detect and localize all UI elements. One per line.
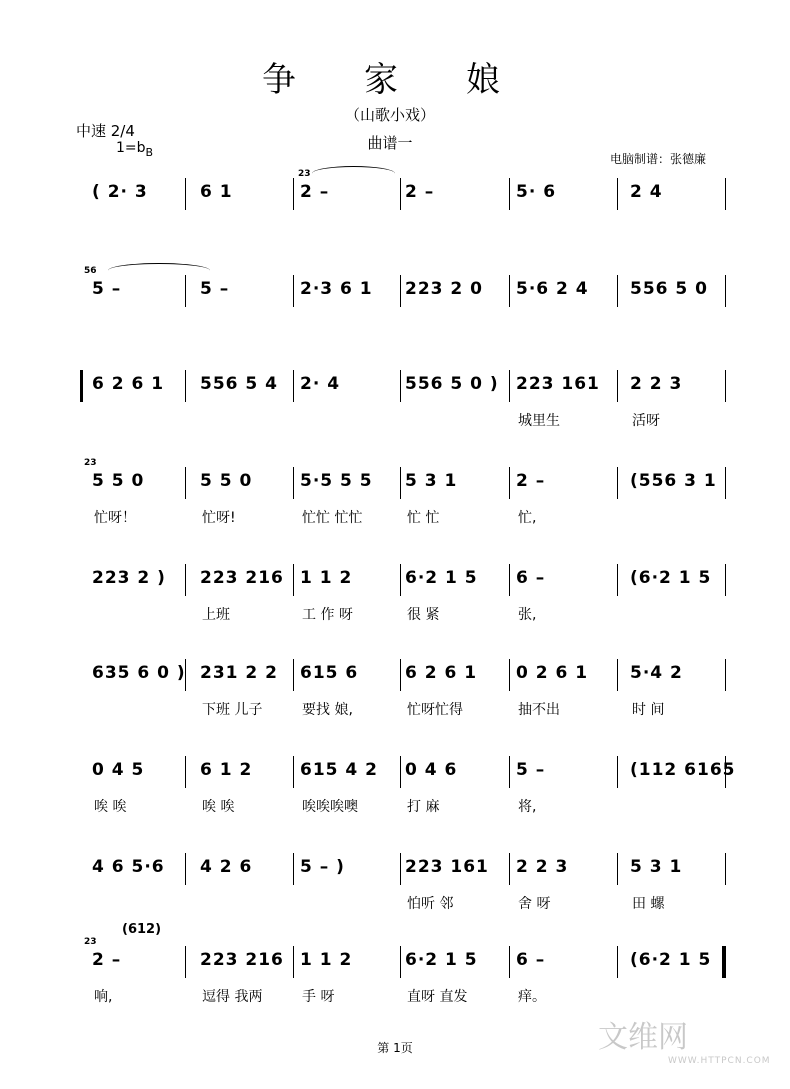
barline (400, 564, 401, 596)
credit-line: 电脑制谱：张德廉 (610, 152, 707, 166)
lyric-text: 田 螺 (632, 896, 665, 912)
notation-system (0, 756, 790, 826)
key-signature (116, 140, 153, 159)
barline (617, 564, 618, 596)
grace-note: 23 (298, 169, 311, 179)
measure-notes: 223 161 (516, 374, 600, 394)
lyric-text: 唉唉唉噢 (302, 799, 358, 815)
tempo-marking: 中速 2/4 (76, 122, 135, 140)
measure-notes: 2 2 3 (630, 374, 683, 394)
measure-notes: (556 3 1 (630, 471, 717, 491)
lyric-text: 逗得 我两 (202, 989, 263, 1005)
barline (617, 659, 618, 691)
barline (400, 946, 401, 978)
lyric-text: 将, (518, 799, 537, 815)
barline (725, 370, 726, 402)
repeat-barline (80, 370, 83, 402)
measure-notes: 2· 4 (300, 374, 341, 394)
lyric-text: 活呀 (632, 413, 660, 429)
barline (400, 275, 401, 307)
measure-notes: 6 2 6 1 (92, 374, 165, 394)
lyric-text: 响, (94, 989, 113, 1005)
lyric-text: 忙呀！ (94, 510, 136, 526)
lyric-text: 很 紧 (407, 607, 440, 623)
lyric-text: 怕听 邻 (407, 896, 454, 912)
measure-notes: 6·2 1 5 (405, 950, 478, 970)
lyric-text: 唉 唉 (202, 799, 235, 815)
measure-notes: 231 2 2 (200, 663, 278, 683)
barline (617, 946, 618, 978)
barline (293, 275, 294, 307)
barline (725, 178, 726, 210)
barline (725, 564, 726, 596)
measure-notes: 635 6 0 ) (92, 663, 186, 683)
lyric-text: 唉 唉 (94, 799, 127, 815)
notation-system (0, 169, 790, 248)
measure-notes: 5 3 1 (405, 471, 458, 491)
lyric-text: 下班 儿子 (202, 702, 263, 718)
lyric-text: 时 间 (632, 702, 665, 718)
barline (509, 659, 510, 691)
barline (185, 946, 186, 978)
barline (725, 275, 726, 307)
measure-notes: 5·6 2 4 (516, 279, 589, 299)
lyric-text: 抽不出 (518, 702, 560, 718)
barline (400, 370, 401, 402)
barline (617, 467, 618, 499)
barline (509, 275, 510, 307)
measure-notes: 0 2 6 1 (516, 663, 589, 683)
barline (293, 370, 294, 402)
measure-notes: 5 – (516, 760, 546, 780)
key-note: B (145, 145, 154, 159)
lyric-text: 直呀 直发 (407, 989, 468, 1005)
final-barline (722, 946, 725, 978)
barline (400, 467, 401, 499)
measure-notes: 2 – (405, 182, 435, 202)
measure-notes: 2 2 3 (516, 857, 569, 877)
notation-system (0, 853, 790, 923)
barline (293, 946, 294, 978)
barline (293, 467, 294, 499)
watermark-logo: 文维网 (598, 1020, 688, 1055)
measure-notes: 2·3 6 1 (300, 279, 373, 299)
barline (293, 178, 294, 210)
measure-notes: 2 4 (630, 182, 663, 202)
barline (293, 853, 294, 885)
measure-notes: ( 2· 3 (92, 182, 148, 202)
measure-notes: 2 – (92, 950, 122, 970)
key-prefix: 1=b (116, 140, 146, 156)
measure-notes: 5 5 0 (92, 471, 145, 491)
measure-notes: 615 6 (300, 663, 359, 683)
measure-notes: 4 6 5·6 (92, 857, 165, 877)
lyric-text: 忙, (518, 510, 537, 526)
barline (400, 659, 401, 691)
measure-notes: 0 4 5 (92, 760, 145, 780)
measure-notes: 5 – (200, 279, 230, 299)
barline (509, 370, 510, 402)
barline (725, 659, 726, 691)
lyric-text: 城里生 (518, 413, 560, 429)
measure-notes: 6 2 6 1 (405, 663, 478, 683)
measure-notes: 6 – (516, 568, 546, 588)
barline (400, 178, 401, 210)
barline (725, 853, 726, 885)
barline (509, 564, 510, 596)
measure-notes: 615 4 2 (300, 760, 378, 780)
barline (617, 370, 618, 402)
page-number: 第 1页 (377, 1041, 413, 1055)
measure-notes: 2 – (300, 182, 330, 202)
barline (725, 946, 726, 978)
measure-notes: 5·4 2 (630, 663, 683, 683)
measure-notes: 6 1 (200, 182, 233, 202)
barline (509, 853, 510, 885)
barline (617, 756, 618, 788)
lyric-text: 痒。 (518, 989, 546, 1005)
page-title: 争家娘 (262, 60, 568, 100)
barline (509, 467, 510, 499)
barline (185, 564, 186, 596)
measure-notes: 223 161 (405, 857, 489, 877)
barline (293, 564, 294, 596)
lyric-text: 工 作 呀 (302, 607, 353, 623)
measure-notes: 556 5 0 (630, 279, 708, 299)
ornament-mark: (612) (122, 922, 162, 937)
notation-system (0, 922, 790, 1016)
measure-notes: 5 5 0 (200, 471, 253, 491)
measure-notes: 223 2 0 (405, 279, 483, 299)
measure-notes: 5 – (92, 279, 122, 299)
measure-notes: 5·5 5 5 (300, 471, 373, 491)
lyric-text: 忙忙 忙忙 (302, 510, 363, 526)
lyric-text: 打 麻 (407, 799, 440, 815)
barline (617, 275, 618, 307)
measure-notes: 4 2 6 (200, 857, 253, 877)
measure-notes: 6 – (516, 950, 546, 970)
notation-system (0, 370, 790, 440)
measure-notes: 223 2 ) (92, 568, 166, 588)
barline (185, 370, 186, 402)
measure-notes: 223 216 (200, 568, 284, 588)
lyric-text: 张, (518, 607, 537, 623)
grace-note: 23 (84, 458, 97, 468)
measure-notes: 6·2 1 5 (405, 568, 478, 588)
notation-system (0, 659, 790, 729)
barline (293, 756, 294, 788)
measure-notes: 5 – ) (300, 857, 345, 877)
measure-notes: 2 – (516, 471, 546, 491)
lyric-text: 舍 呀 (518, 896, 551, 912)
measure-notes: 556 5 0 ) (405, 374, 499, 394)
barline (400, 756, 401, 788)
barline (185, 756, 186, 788)
measure-notes: 0 4 6 (405, 760, 458, 780)
measure-notes: 556 5 4 (200, 374, 278, 394)
notation-system (0, 564, 790, 634)
lyric-text: 忙 忙 (407, 510, 440, 526)
score-tag: 曲谱一 (367, 134, 413, 152)
grace-note: 23 (84, 937, 97, 947)
barline (617, 853, 618, 885)
barline (617, 178, 618, 210)
lyric-text: 上班 (202, 607, 230, 623)
barline (185, 178, 186, 210)
measure-notes: 1 1 2 (300, 950, 353, 970)
slur-arc (108, 263, 210, 278)
barline (185, 467, 186, 499)
notation-system (0, 458, 790, 537)
barline (293, 659, 294, 691)
measure-notes: 1 1 2 (300, 568, 353, 588)
barline (509, 756, 510, 788)
watermark-url: WWW.HTTPCN.COM (668, 1056, 771, 1066)
grace-note: 56 (84, 266, 97, 276)
barline (400, 853, 401, 885)
measure-notes: 5 3 1 (630, 857, 683, 877)
barline (509, 178, 510, 210)
measure-notes: 223 216 (200, 950, 284, 970)
notation-system (0, 266, 790, 345)
barline (509, 946, 510, 978)
barline (725, 467, 726, 499)
barline (185, 275, 186, 307)
lyric-text: 手 呀 (302, 989, 335, 1005)
measure-notes: (6·2 1 5 (630, 950, 712, 970)
measure-notes: 5· 6 (516, 182, 557, 202)
subtitle: （山歌小戏） (344, 106, 435, 124)
lyric-text: 忙呀! (202, 510, 236, 526)
lyric-text: 要找 娘, (302, 702, 353, 718)
measure-notes: 6 1 2 (200, 760, 253, 780)
measure-notes: (6·2 1 5 (630, 568, 712, 588)
slur-arc (312, 166, 395, 181)
barline (185, 853, 186, 885)
measure-notes: (112 6165 (630, 760, 736, 780)
lyric-text: 忙呀忙得 (407, 702, 463, 718)
